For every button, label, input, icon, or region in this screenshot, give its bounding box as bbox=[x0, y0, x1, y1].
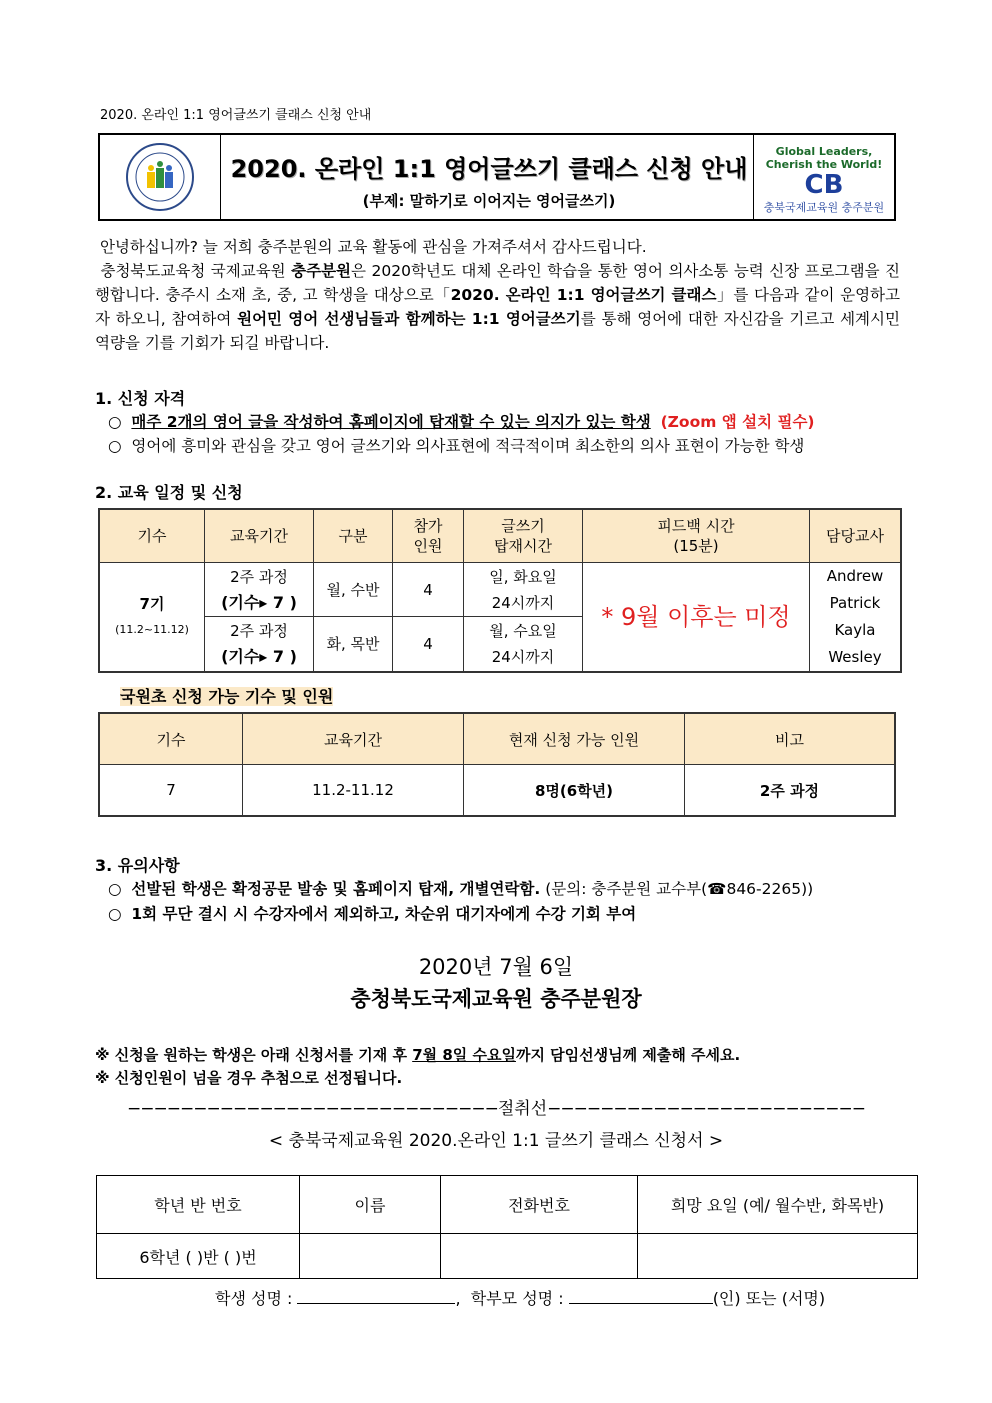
intro-paragraph-1 bbox=[95, 235, 900, 259]
application-form-table bbox=[96, 1175, 918, 1279]
section-3-bullet-1 bbox=[108, 877, 813, 899]
schedule-header-row bbox=[99, 509, 901, 563]
section-1-bullet-1-note: (Zoom 앱 설치 필수) bbox=[660, 413, 815, 431]
teacher-1: Andrew bbox=[826, 567, 884, 585]
note-1 bbox=[95, 1044, 740, 1065]
sign-parent-label: 학부모 성명 : bbox=[470, 1289, 564, 1308]
bullet-mark: ○ bbox=[108, 905, 122, 923]
note-2: ※ 신청인원이 넘을 경우 추첨으로 선정됩니다. bbox=[95, 1069, 403, 1087]
bullet-mark: ○ bbox=[108, 437, 122, 455]
teachers-cell bbox=[810, 563, 902, 673]
institution-seal-icon bbox=[125, 142, 195, 212]
signature-line bbox=[215, 1286, 825, 1309]
th-av-period: 교육기간 bbox=[243, 713, 464, 765]
th-post-1: 글쓰기 bbox=[501, 517, 545, 535]
class-cell: 월, 수반 bbox=[314, 563, 393, 617]
section-1-bullet-2-text: 영어에 흥미와 관심을 갖고 영어 글쓰기와 의사표현에 적극적이며 최소한의 의사 표현이 가능한 학생 bbox=[131, 437, 805, 455]
intro-paragraph-2 bbox=[95, 259, 900, 355]
title-cell bbox=[221, 135, 757, 219]
feedback-note: * 9월 이후는 미정 bbox=[583, 563, 810, 673]
class-cell: 화, 목반 bbox=[314, 617, 393, 672]
brand-cell bbox=[753, 135, 894, 219]
seal-cell bbox=[100, 135, 221, 219]
sign-student-label: 학생 성명 : bbox=[215, 1289, 293, 1308]
bullet-mark: ○ bbox=[108, 413, 122, 431]
intro-p2-b: 충주분원 bbox=[291, 262, 352, 280]
student-signature-field[interactable] bbox=[297, 1287, 455, 1304]
brand-slogan-2: Cherish the World! bbox=[765, 158, 883, 171]
form-h-name: 이름 bbox=[300, 1176, 441, 1234]
teacher-3: Kayla bbox=[834, 621, 876, 639]
period-2: (기수▸ 7 ) bbox=[221, 647, 297, 667]
period-1: 2주 과정 bbox=[230, 567, 288, 586]
note-1-a: ※ 신청을 원하는 학생은 아래 신청서를 기재 후 bbox=[95, 1046, 413, 1064]
th-fb-2: (15분) bbox=[673, 537, 719, 555]
section-3-bullet-1-contact: (문의: 충주분원 교수부(☎846-2265)) bbox=[540, 880, 814, 898]
post-2: 24시까지 bbox=[491, 593, 555, 612]
post-cell bbox=[464, 617, 583, 672]
form-h-day: 희망 요일 (예/ 월수반, 화목반) bbox=[638, 1176, 918, 1234]
document-header bbox=[98, 133, 896, 221]
schedule-table bbox=[98, 508, 902, 673]
available-header-row bbox=[99, 713, 895, 765]
form-h-phone: 전화번호 bbox=[441, 1176, 638, 1234]
available-heading-text: 국원초 신청 가능 기수 및 인원 bbox=[120, 687, 334, 706]
form-header-row bbox=[97, 1176, 918, 1234]
form-title: < 충북국제교육원 2020.온라인 1:1 글쓰기 클래스 신청서 > bbox=[268, 1131, 724, 1151]
section-1-bullet-2 bbox=[108, 434, 804, 456]
th-av-note: 비고 bbox=[685, 713, 896, 765]
cohort-dates: (11.2~11.12) bbox=[115, 623, 189, 636]
av-period: 11.2-11.12 bbox=[243, 765, 464, 817]
sign-comma: , bbox=[455, 1289, 461, 1308]
th-post-time bbox=[464, 509, 583, 563]
post-cell bbox=[464, 563, 583, 617]
section-1-bullet-1 bbox=[108, 410, 815, 432]
subtitle: (부제: 말하기로 이어지는 영어글쓰기) bbox=[362, 192, 616, 210]
th-feedback bbox=[583, 509, 810, 563]
period-2: (기수▸ 7 ) bbox=[221, 592, 297, 612]
cut-label: 절취선 bbox=[497, 1099, 548, 1119]
th-av-seats: 현재 신청 가능 인원 bbox=[464, 713, 685, 765]
form-h-grade: 학년 반 번호 bbox=[97, 1176, 300, 1234]
people-cell: 4 bbox=[393, 563, 464, 617]
th-people bbox=[393, 509, 464, 563]
section-3-bullet-2-text: 1회 무단 결시 시 수강자에서 제외하고, 차순위 대기자에게 수강 기회 부여 bbox=[131, 905, 637, 923]
intro-p2-a: 충청북도교육청 국제교육원 bbox=[100, 262, 292, 280]
av-cohort: 7 bbox=[99, 765, 243, 817]
brand-logo-cb: CB bbox=[804, 170, 844, 200]
table-row bbox=[99, 563, 901, 617]
th-people-1: 참가 bbox=[413, 517, 443, 535]
cohort-label: 7기 bbox=[139, 595, 165, 613]
section-1-heading: 1. 신청 자격 bbox=[95, 389, 186, 408]
th-cohort: 기수 bbox=[99, 509, 205, 563]
closing-signer: 충청북도국제교육원 충주분원장 bbox=[350, 987, 642, 1011]
closing-date: 2020년 7월 6일 bbox=[418, 955, 574, 979]
th-period: 교육기간 bbox=[205, 509, 314, 563]
available-heading bbox=[120, 684, 333, 707]
period-cell bbox=[205, 563, 314, 617]
brand-slogan-1: Global Leaders, bbox=[775, 145, 873, 158]
teacher-2: Patrick bbox=[829, 594, 881, 612]
intro-p2-d: 2020. 온라인 1:1 영어글쓰기 클래스 bbox=[450, 286, 717, 304]
note-1-b: 7월 8일 수요일 bbox=[412, 1046, 516, 1064]
bullet-mark: ○ bbox=[108, 880, 122, 898]
intro-p2-c: 은 2020학년도 대체 온라인 학습을 통한 영어 의사소통 능력 신장 프로그램을 진행합니다. 충주시 소재 초, 중, 고 학생을 대상으로「 bbox=[95, 262, 900, 304]
name-field[interactable] bbox=[300, 1234, 441, 1279]
av-seats: 8명(6학년) bbox=[464, 765, 685, 817]
form-input-row bbox=[97, 1234, 918, 1279]
running-head: 2020. 온라인 1:1 영어글쓰기 클래스 신청 안내 bbox=[100, 108, 372, 123]
section-3-bullet-1-main: 선발된 학생은 확정공문 발송 및 홈페이지 탑재, 개별연락함. bbox=[131, 880, 541, 898]
section-2-heading: 2. 교육 일정 및 신청 bbox=[95, 483, 243, 502]
cut-dashes-right: −−−−−−−−−−−−−−−−−−−−−−−− bbox=[547, 1099, 865, 1119]
th-av-cohort: 기수 bbox=[99, 713, 243, 765]
post-1: 일, 화요일 bbox=[489, 567, 557, 586]
intro-p2-f: 원어민 영어 선생님들과 함께하는 1:1 영어글쓰기 bbox=[237, 310, 581, 328]
note-1-c: 까지 담임선생님께 제출해 주세요. bbox=[515, 1046, 741, 1064]
parent-signature-field[interactable] bbox=[569, 1287, 713, 1304]
cut-dashes-left: −−−−−−−−−−−−−−−−−−−−−−−−−−−− bbox=[127, 1099, 498, 1119]
th-people-2: 인원 bbox=[413, 537, 443, 555]
intro-p2-e: 」를 다음과 같이 운영하고자 하오니, 참여하여 bbox=[95, 286, 900, 328]
section-3-heading: 3. 유의사항 bbox=[95, 856, 180, 875]
grade-field[interactable]: 6학년 ( )반 ( )번 bbox=[97, 1234, 300, 1279]
post-1: 월, 수요일 bbox=[489, 622, 557, 641]
cohort-cell bbox=[99, 563, 205, 673]
section-3-bullet-2 bbox=[108, 902, 636, 924]
th-post-2: 탑재시간 bbox=[494, 537, 552, 555]
sign-end: (인) 또는 (서명) bbox=[712, 1289, 826, 1308]
period-1: 2주 과정 bbox=[230, 622, 288, 641]
main-title: 2020. 온라인 1:1 영어글쓰기 클래스 신청 안내 bbox=[230, 155, 748, 183]
cut-line bbox=[0, 1094, 992, 1119]
post-2: 24시까지 bbox=[491, 648, 555, 667]
day-field[interactable] bbox=[638, 1234, 918, 1279]
intro-p2-g: 를 통해 영어에 대한 자신감을 기르고 세계시민역량을 기를 기회가 되길 바랍니다. bbox=[95, 310, 900, 352]
table-row bbox=[99, 765, 895, 817]
section-1-bullet-1-main: 매주 2개의 영어 글을 작성하여 홈페이지에 탑재할 수 있는 의지가 있는 학생 bbox=[131, 413, 651, 431]
phone-field[interactable] bbox=[441, 1234, 638, 1279]
th-teacher: 담당교사 bbox=[810, 509, 902, 563]
brand-org: 충북국제교육원 충주분원 bbox=[763, 201, 885, 214]
available-table bbox=[98, 712, 896, 817]
teacher-4: Wesley bbox=[828, 648, 882, 666]
people-cell: 4 bbox=[393, 617, 464, 672]
intro-p1-text: 안녕하십니까? 늘 저희 충주분원의 교육 활동에 관심을 가져주셔서 감사드립니다. bbox=[99, 238, 647, 256]
av-note: 2주 과정 bbox=[685, 765, 896, 817]
th-class: 구분 bbox=[314, 509, 393, 563]
period-cell bbox=[205, 617, 314, 672]
th-fb-1: 피드백 시간 bbox=[657, 517, 735, 535]
